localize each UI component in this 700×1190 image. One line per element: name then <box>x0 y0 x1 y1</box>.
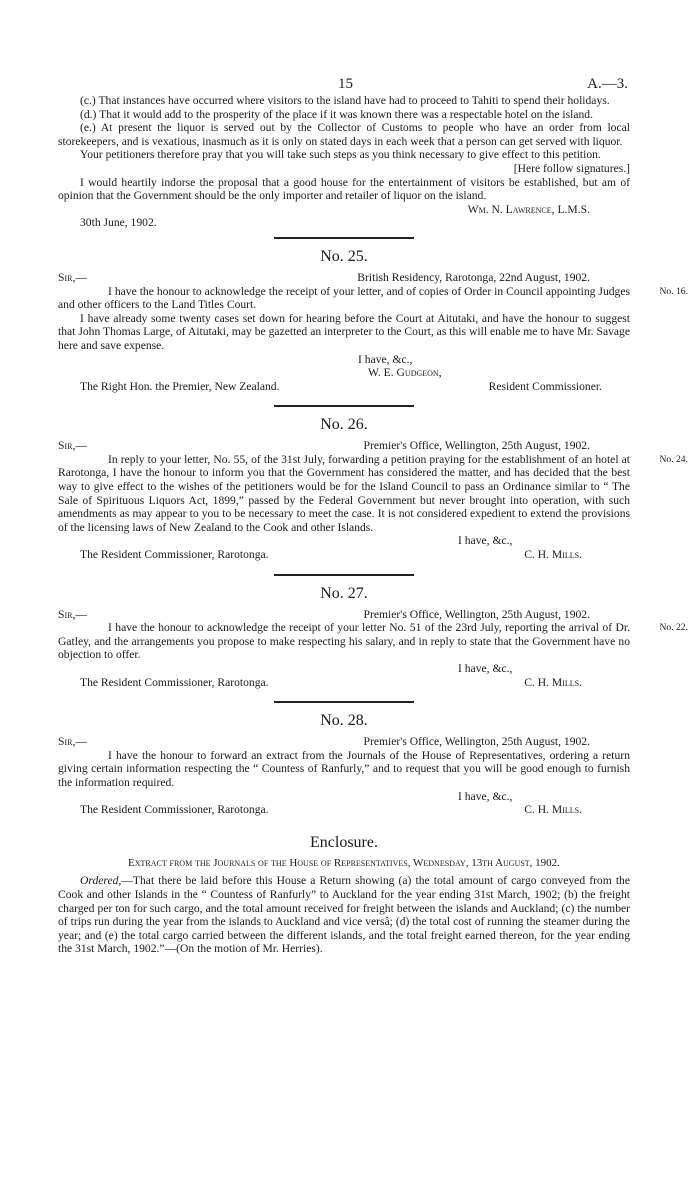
addressee-row <box>58 380 630 394</box>
letter-number: No. 25. <box>320 247 368 265</box>
margin-reference: No. 22. <box>659 622 688 634</box>
petition-clause-c: (c.) That instances have occurred where visitors to the island have had to proceed to Tahiti to spend their holidays. <box>80 94 610 107</box>
addressee-row <box>58 548 630 562</box>
enclosure-title: Enclosure. <box>310 833 378 851</box>
letter-paragraph: I have already some twenty cases set down for hearing before the Court at Aitutaki, and have the honour to suggest that John Thomas Large, of Aitutaki, may be gazetted an interpreter to the Court, as this will enable me to have Mr. Savage here and save expense. <box>58 311 630 352</box>
addressee: The Resident Commissioner, Rarotonga. <box>80 548 269 562</box>
salutation: Sir,— <box>58 439 87 453</box>
addressee: The Right Hon. the Premier, New Zealand. <box>80 379 280 393</box>
closing: I have, &c., <box>458 534 513 548</box>
ordered-label: Ordered, <box>80 874 122 888</box>
letter-paragraph: In reply to your letter, No. 55, of the 31st July, forwarding a petition praying for the establishment of an hotel at Rarotonga, I have the honour to inform you that the Government has considered the matter, and has decided that the best way to give effect to the wishes of the petitioners would be for the Island Council to pass an Ordinance similar to “ The Sale of Spirituous Liquors Act, 1899,” passed by the Federal Government but never brought into operation, with such amendments as may appear to you to be necessary to meet the case. It is not considered expedient to extend the provisions of the licensing laws of New Zealand to the Cook and other Islands. <box>58 452 630 534</box>
place-date: British Residency, Rarotonga, 22nd August, 1902. <box>357 270 590 284</box>
letter-number: No. 27. <box>320 584 368 602</box>
signer: C. H. Mills. <box>524 675 582 689</box>
addressee-row <box>58 676 630 690</box>
letter-heading <box>58 439 630 453</box>
ordered-text: —That there be laid before this House a Return showing (a) the total amount of cargo conveyed from the Cook and other Islands in the “ Countess of Ranfurly” to Auckland for the year ending 31st March, 1902; (b) the freight charged per ton for such cargo, and the total amount received for freight between the islands and Auckland; (c) the number of trips run during the year from the islands to Auckland and vice versâ; (d) the total cost of running the steamer during the year; and (e) the total cargo carried between the different islands, and the total freight earned thereon, for the year ending the 31st March, 1902.”—(On the motion of Mr. Herries). <box>58 874 630 956</box>
closing: I have, &c., <box>458 662 513 675</box>
salutation: Sir,— <box>58 607 87 621</box>
salutation: Sir,— <box>58 735 87 749</box>
indorsement-date: 30th June, 1902. <box>80 216 157 230</box>
signatures-note: [Here follow signatures.] <box>513 161 630 175</box>
section-divider <box>274 237 414 239</box>
addressee-row <box>58 803 630 817</box>
margin-reference: No. 16. <box>659 285 688 297</box>
letter-heading <box>58 271 630 285</box>
indorsement-signer: Wm. N. Lawrence, L.M.S. <box>467 202 590 216</box>
extract-heading: Extract from the Journals of the House of Representatives, Wednesday, 13th August, 1902. <box>128 856 560 869</box>
section-divider <box>274 405 414 407</box>
letter-paragraph: I have the honour to acknowledge the receipt of your letter No. 51 of the 23rd July, reporting the arrival of Dr. Gatley, and the arrangements you propose to make respecting his salary, and in reply to state that the Government have no objection to offer. <box>58 621 630 662</box>
petition-prayer: Your petitioners therefore pray that you will take such steps as you think necessary to give effect to this petition. <box>80 148 601 162</box>
addressee: The Resident Commissioner, Rarotonga. <box>80 675 269 689</box>
closing: I have, &c., <box>358 352 413 366</box>
section-divider <box>274 701 414 703</box>
letter-paragraph: I have the honour to acknowledge the receipt of your letter, and of copies of Order in Council appointing Judges and other officers to the Land Titles Court. <box>58 284 630 312</box>
section-divider <box>274 574 414 576</box>
place-date: Premier's Office, Wellington, 25th August, 1902. <box>363 439 590 453</box>
letter-heading <box>58 735 630 749</box>
closing: I have, &c., <box>458 789 513 803</box>
signer: W. E. Gudgeon, <box>368 366 442 380</box>
ordered-paragraph <box>58 874 630 956</box>
letter-number: No. 28. <box>320 712 368 730</box>
page-number: 15 <box>338 76 353 92</box>
signer-title: Resident Commissioner. <box>488 379 602 393</box>
place-date: Premier's Office, Wellington, 25th August, 1902. <box>363 735 590 749</box>
indorsement-paragraph: I would heartily indorse the proposal that a good house for the entertainment of visitors be established, but am of opinion that the Government should be the only importer and retailer of liquor on the island. <box>58 175 630 203</box>
petition-clause-e: (e.) At present the liquor is served out by the Collector of Customs to people who have an order from local storekeepers, and is vexatious, inasmuch as it is only on stated days in each week that a person can get served with liquor. <box>58 121 630 148</box>
place-date: Premier's Office, Wellington, 25th August, 1902. <box>363 607 590 621</box>
letter-number: No. 26. <box>320 416 368 434</box>
document-reference: A.—3. <box>587 76 628 92</box>
letter-heading <box>58 608 630 622</box>
addressee: The Resident Commissioner, Rarotonga. <box>80 803 269 817</box>
margin-reference: No. 24. <box>659 453 688 465</box>
document-body <box>58 74 688 956</box>
signer: C. H. Mills. <box>524 803 582 817</box>
salutation: Sir,— <box>58 270 87 284</box>
letter-paragraph: I have the honour to forward an extract from the Journals of the House of Representatives, ordering a return giving certain information respecting the “ Countess of Ranfurly,” and to request that you will be good enough to furnish the information required. <box>58 748 630 789</box>
signer: C. H. Mills. <box>524 548 582 562</box>
petition-clause-d: (d.) That it would add to the prosperity of the place if it was known there was a respectable hotel on the island. <box>80 107 593 121</box>
